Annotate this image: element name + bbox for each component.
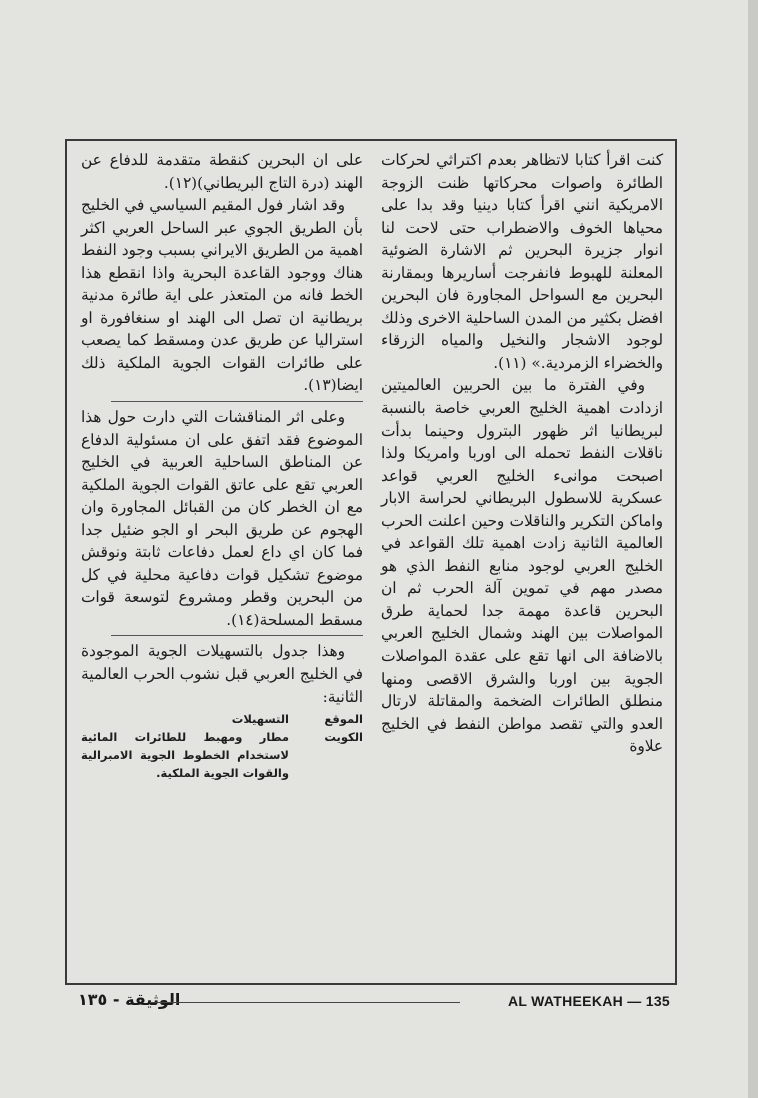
right-column bbox=[381, 149, 663, 758]
left-paragraph-3: وعلى اثر المناقشات التي دارت حول هذا الموضوع فقد اتفق على ان مسئولية الدفاع عن المناطق الساحلية العربية في الخليج العربي تقع على عاتق القوات الجوية الملكية مع ان الخطر كان من القبائل المجاورة وان الهجوم عن طريق البحر او الجو ضئيل جدا فما كان اي داع لعمل دفاعات ثابتة ونوقش موضوع تشكيل قوات دفاعية محلية في كل من البحرين وقطر ومشروع لتوسعة قوات مسقط المسلحة(١٤). bbox=[81, 408, 363, 629]
footer-rule bbox=[150, 1002, 460, 1003]
paragraph-divider bbox=[111, 635, 363, 636]
table-header-location: الموقع bbox=[324, 712, 363, 727]
paragraph-divider bbox=[111, 401, 363, 402]
facilities-table bbox=[81, 710, 363, 782]
footer-latin: AL WATHEEKAH — 135 bbox=[507, 993, 670, 1009]
article-frame bbox=[65, 139, 677, 985]
table-header-facilities: التسهيلات bbox=[231, 712, 289, 727]
table-cell-location: الكويت bbox=[324, 730, 363, 745]
page-edge bbox=[748, 0, 758, 1098]
footer-arabic: الوثيقة - ١٣٥ bbox=[78, 990, 181, 1009]
left-paragraph-1: على ان البحرين كنقطة متقدمة للدفاع عن الهند (درة التاج البريطاني)(١٢). bbox=[81, 151, 363, 192]
right-paragraph-1: كنت اقرأ كتابا لاتظاهر بعدم اكتراثي لحركات الطائرة واصوات محركاتها ظنت الزوجة الامريكية انني اقرأ كتابا دينيا وقد بدا على محياها الخوف والاضطراب حتى لاحت لنا انوار جزيرة البحرين ثم الاشارة الضوئية المعلنة للهبوط فانفرجت أساريرها وبمقارنة البحرين مع السواحل المجاورة فان البحرين افضل بكثير من المدن الساحلية الاخرى وذلك لوجود الاشجار والنخيل والمياه الزرقاء والخضراء الزمردية.» (١١). bbox=[381, 151, 663, 372]
right-paragraph-2: وفي الفترة ما بين الحربين العالميتين ازدادت اهمية الخليج العربي خاصة بالنسبة لبريطانيا اثر ظهور البترول وحينما بدأت ناقلات النفط تحمله الى اوربا وامريكا ولذا اصبحت موانىء الخليج العربي قواعد عسكرية للاسطول البريطاني لحراسة الابار واماكن التكرير والناقلات وحين اعلنت الحرب العالمية الثانية زادت اهمية تلك القواعد في الخليج العربي لوجود منابع النفط الذي هو مصدر مهم في تموين آلة الحرب ثم ان البحرين قاعدة مهمة جدا لحماية طرق المواصلات بين الهند وشمال الخليج العربي بالاضافة الى انها تقع على عقدة المواصلات الجوية بين اوربا والشرق الاقصى ومنها منطلق الطائرات الضخمة والمقاتلة لارتال العدو والتي تقصد مواطن النفط في الخليج علاوة bbox=[381, 376, 663, 756]
left-paragraph-4: وهذا جدول بالتسهيلات الجوية الموجودة في الخليج العربي قبل نشوب الحرب العالمية الثانية: bbox=[81, 642, 363, 706]
left-column bbox=[81, 149, 363, 782]
left-paragraph-2: وقد اشار فول المقيم السياسي في الخليج بأن الطريق الجوي عبر الساحل العربي اكثر اهمية من الطريق الايراني بسبب وجود النفط هناك ووجود القاعدة البحرية واذا انقطع هذا الخط فانه من المتعذر على اية طائرة مدنية بريطانية ان تصل الى الهند او سنغافورة او استراليا عن طريق عدن ومسقط كما يصعب على طائرات القوات الجوية الملكية ذلك ايضا(١٣). bbox=[81, 196, 363, 395]
table-cell-facilities: مطار ومهبط للطائرات المائية لاستخدام الخطوط الجوية الامبرالية والقوات الجوية الملكية. bbox=[81, 730, 289, 781]
